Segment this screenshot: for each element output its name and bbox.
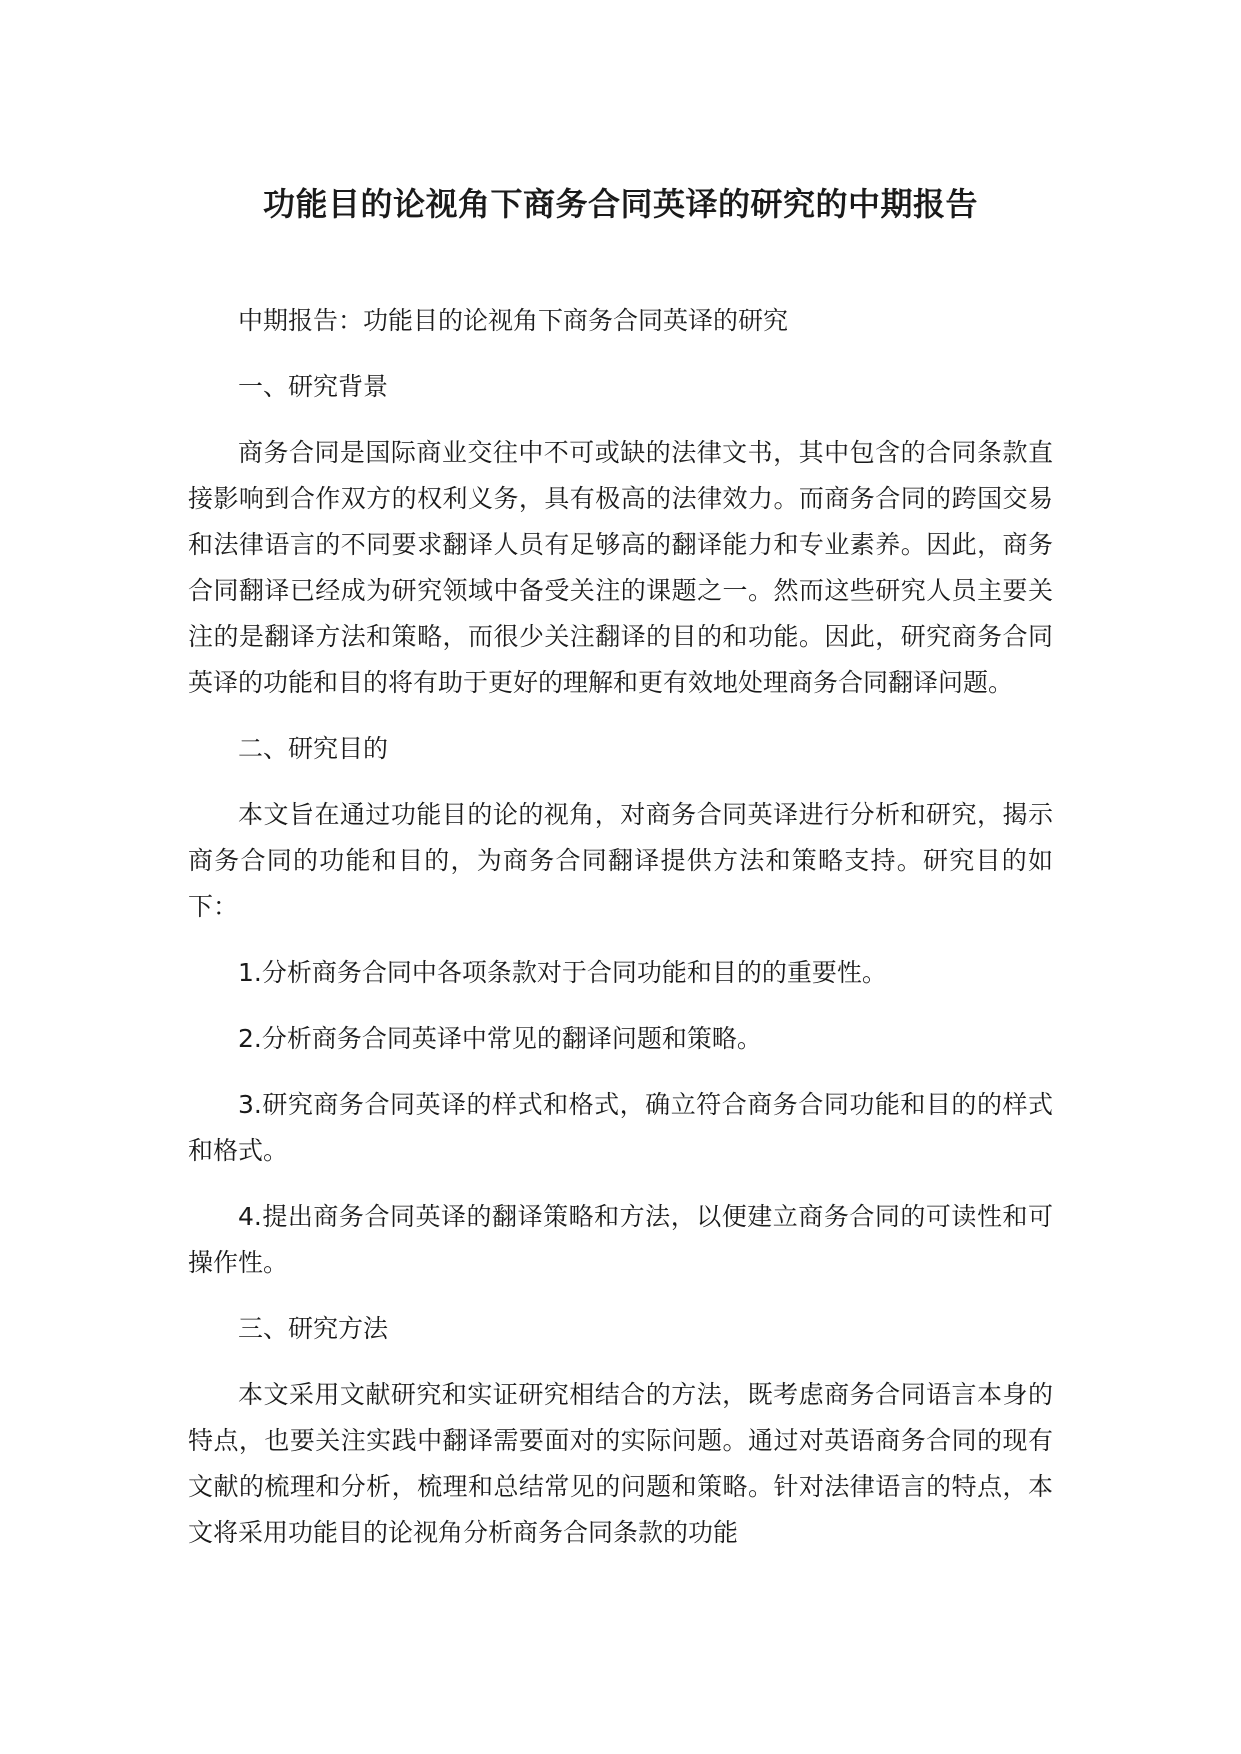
- body-paragraph: 商务合同是国际商业交往中不可或缺的法律文书，其中包含的合同条款直接影响到合作双方的权利义务，具有极高的法律效力。而商务合同的跨国交易和法律语言的不同要求翻译人员有足够高的翻译能力和专业素养。因此，商务合同翻译已经成为研究领域中备受关注的课题之一。然而这些研究人员主要关注的是翻译方法和策略，而很少关注翻译的目的和功能。因此，研究商务合同英译的功能和目的将有助于更好的理解和更有效地处理商务合同翻译问题。: [188, 438, 1053, 697]
- list-item: 2.分析商务合同英译中常见的翻译问题和策略。: [238, 1024, 762, 1053]
- body-paragraph: 本文采用文献研究和实证研究相结合的方法，既考虑商务合同语言本身的特点，也要关注实践中翻译需要面对的实际问题。通过对英语商务合同的现有文献的梳理和分析，梳理和总结常见的问题和策略。针对法律语言的特点，本文将采用功能目的论视角分析商务合同条款的功能: [188, 1380, 1053, 1547]
- list-item: 1.分析商务合同中各项条款对于合同功能和目的的重要性。: [238, 958, 887, 987]
- document-title: 功能目的论视角下商务合同英译的研究的中期报告: [262, 185, 978, 223]
- report-subtitle: 中期报告：功能目的论视角下商务合同英译的研究: [238, 306, 789, 335]
- list-item: 4.提出商务合同英译的翻译策略和方法，以便建立商务合同的可读性和可操作性。: [188, 1202, 1053, 1277]
- document-body: [188, 298, 1053, 1556]
- section-heading: 一、研究背景: [238, 372, 389, 401]
- section-heading: 二、研究目的: [238, 734, 389, 763]
- section-heading: 三、研究方法: [238, 1314, 389, 1343]
- list-item: 3.研究商务合同英译的样式和格式，确立符合商务合同功能和目的的样式和格式。: [188, 1090, 1053, 1165]
- body-paragraph: 本文旨在通过功能目的论的视角，对商务合同英译进行分析和研究，揭示商务合同的功能和目的，为商务合同翻译提供方法和策略支持。研究目的如下：: [188, 800, 1053, 921]
